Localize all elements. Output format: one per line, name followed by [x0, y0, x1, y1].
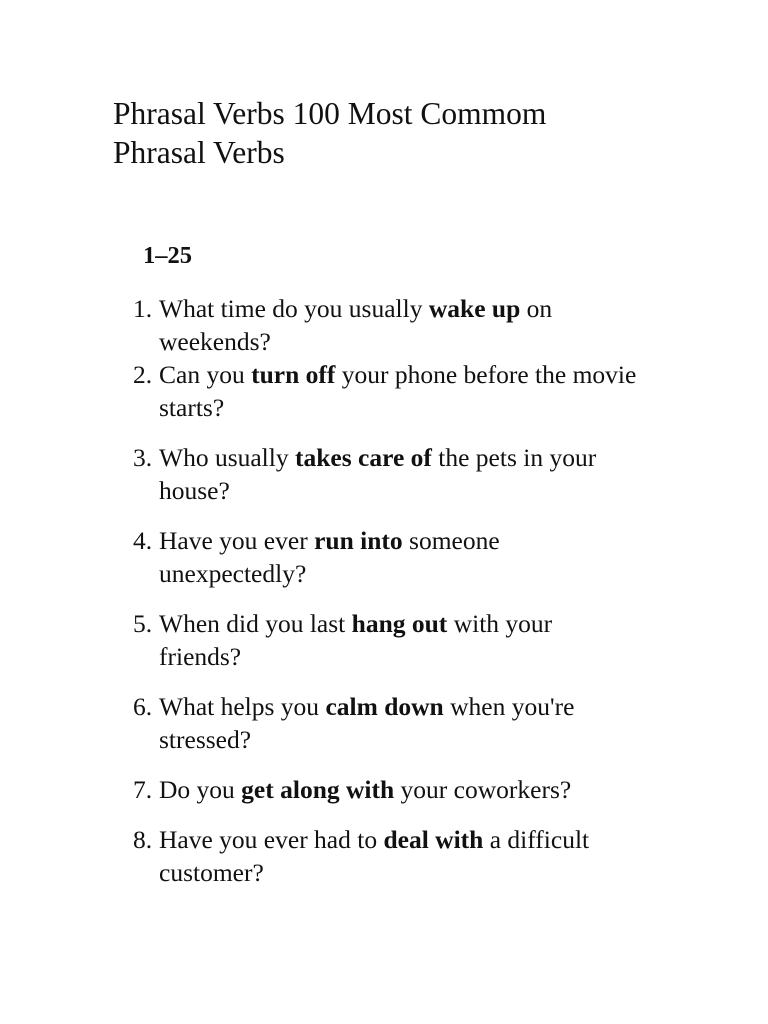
question-item	[0, 607, 639, 673]
question-text-before: Who usually	[159, 443, 295, 472]
question-text	[159, 609, 552, 671]
question-number: 8.	[133, 825, 153, 854]
question-item	[0, 773, 639, 806]
question-text-before: Have you ever had to	[159, 825, 384, 854]
question-item	[0, 358, 639, 424]
question-text-before: What time do you usually	[159, 294, 429, 323]
question-text	[159, 526, 500, 588]
question-item	[0, 524, 639, 590]
question-number: 7.	[133, 775, 153, 804]
question-text	[159, 360, 636, 422]
phrasal-verb: hang out	[351, 609, 448, 638]
question-item	[0, 441, 639, 507]
question-item	[0, 292, 639, 358]
question-text-after: someone unexpectedly?	[159, 526, 500, 588]
question-text-before: When did you last	[159, 609, 352, 638]
question-text-after: when you're stressed?	[159, 692, 575, 754]
phrasal-verb: deal with	[383, 825, 484, 854]
question-text-after: on weekends?	[159, 294, 553, 356]
question-text-after: with your friends?	[159, 609, 553, 671]
question-text	[159, 692, 574, 754]
question-number: 4.	[133, 526, 153, 555]
phrasal-verb: wake up	[428, 294, 521, 323]
question-text-before: What helps you	[159, 692, 326, 721]
question-number: 5.	[133, 609, 153, 638]
phrasal-verb: calm down	[325, 692, 444, 721]
question-text	[159, 294, 552, 356]
question-list	[0, 292, 768, 906]
phrasal-verb: get along with	[241, 775, 395, 804]
phrasal-verb: turn off	[251, 360, 336, 389]
question-text	[159, 825, 589, 887]
question-text	[159, 443, 596, 505]
question-text-before: Can you	[159, 360, 252, 389]
question-text-after: your phone before the movie starts?	[159, 360, 637, 422]
question-number: 1.	[133, 294, 153, 323]
question-number: 3.	[133, 443, 153, 472]
question-text-after: the pets in your house?	[159, 443, 597, 505]
phrasal-verb: takes care of	[294, 443, 432, 472]
question-item	[0, 823, 639, 889]
question-number: 6.	[133, 692, 153, 721]
phrasal-verb: run into	[314, 526, 403, 555]
question-text-after: your coworkers?	[394, 775, 572, 804]
document-title: Phrasal Verbs 100 Most Commom Phrasal Verbs	[113, 96, 547, 170]
question-text-before: Do you	[159, 775, 242, 804]
question-item	[0, 690, 639, 756]
question-text-after: a difficult customer?	[159, 825, 590, 887]
question-number: 2.	[133, 360, 153, 389]
question-text	[159, 775, 571, 804]
section-heading: 1–25	[143, 242, 192, 269]
question-text-before: Have you ever	[159, 526, 315, 555]
